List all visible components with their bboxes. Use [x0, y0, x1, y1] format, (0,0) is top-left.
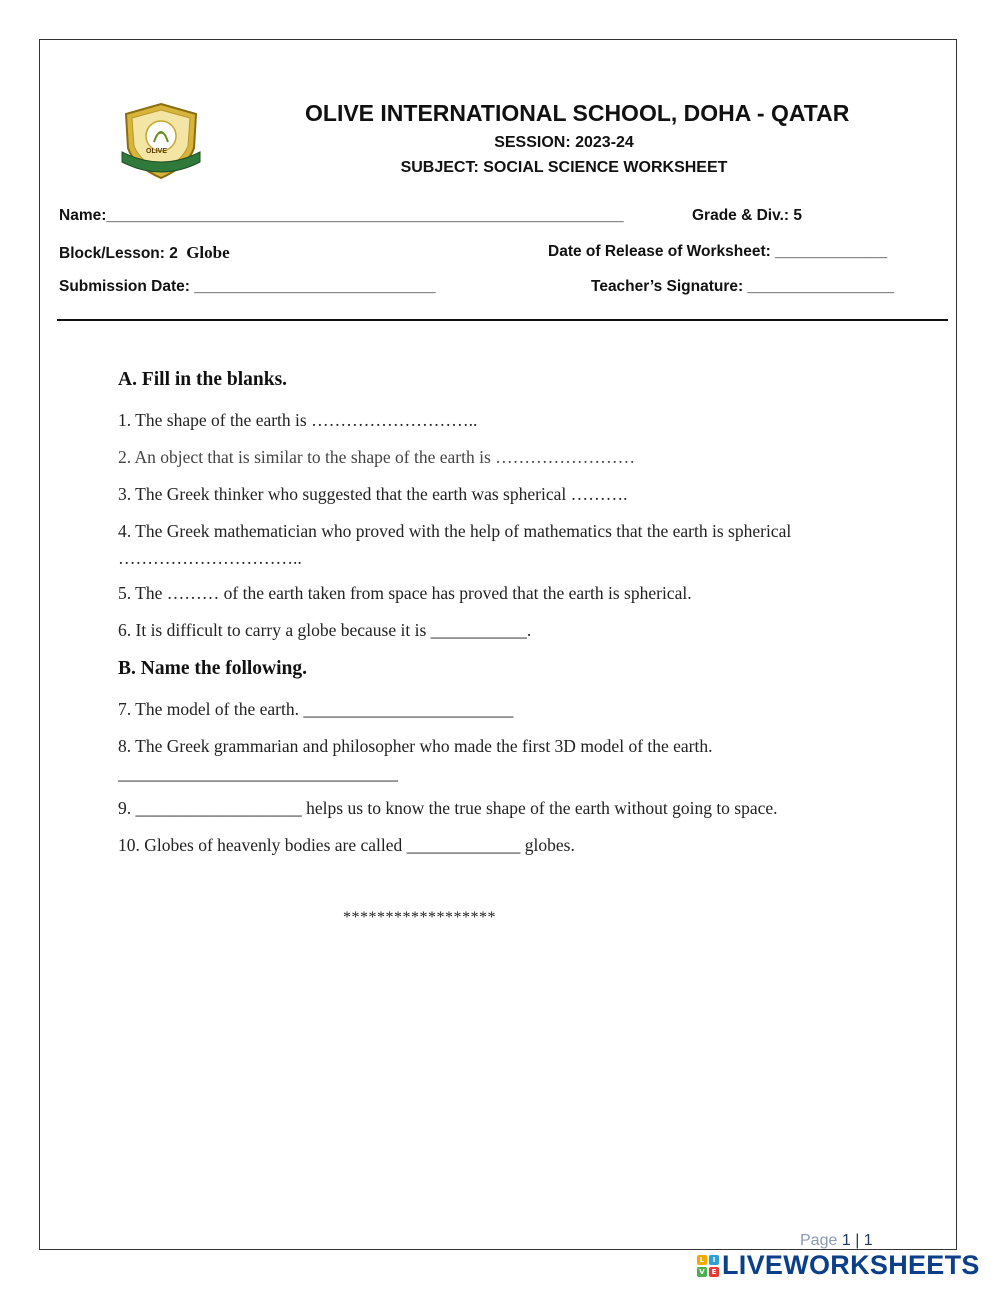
- page-separator: |: [855, 1232, 860, 1249]
- question-7[interactable]: 7. The model of the earth. ________________________: [118, 699, 514, 719]
- teacher-signature-field[interactable]: Teacher’s Signature: _________________: [591, 278, 895, 295]
- liveworksheets-brand[interactable]: [697, 1252, 980, 1279]
- page-label: Page: [800, 1232, 838, 1249]
- end-marker: ******************: [343, 909, 496, 926]
- section-b-heading: B. Name the following.: [118, 658, 308, 679]
- question-8[interactable]: 8. The Greek grammarian and philosopher who made the first 3D model of the earth.: [118, 736, 713, 756]
- logo-letter-l: L: [697, 1255, 707, 1265]
- question-3[interactable]: 3. The Greek thinker who suggested that the earth was spherical ……….: [118, 484, 628, 504]
- lesson-title: Globe: [186, 243, 230, 262]
- section-a-heading: A. Fill in the blanks.: [118, 369, 288, 390]
- page-current: 1: [841, 1232, 851, 1249]
- school-name: OLIVE INTERNATIONAL SCHOOL, DOHA - QATAR: [305, 100, 850, 126]
- block-lesson-field: [59, 243, 230, 263]
- page-number: [800, 1232, 873, 1250]
- logo-letter-i: I: [709, 1255, 719, 1265]
- release-date-field[interactable]: Date of Release of Worksheet: _____________: [548, 243, 888, 260]
- liveworksheets-logo-icon: [697, 1255, 719, 1277]
- question-1[interactable]: 1. The shape of the earth is ………………………..: [118, 410, 478, 430]
- page-total: 1: [863, 1232, 873, 1249]
- header-divider: [57, 319, 948, 321]
- grade-field: Grade & Div.: 5: [692, 207, 802, 224]
- logo-letter-e: E: [709, 1267, 719, 1277]
- submission-date-field[interactable]: Submission Date: ____________________________: [59, 278, 436, 295]
- question-2[interactable]: 2. An object that is similar to the shape of the earth is ……………………: [118, 447, 636, 467]
- block-lesson-label: Block/Lesson: 2: [59, 245, 178, 262]
- question-9[interactable]: 9. ___________________ helps us to know the true shape of the earth without going to space.: [118, 798, 778, 818]
- question-6[interactable]: 6. It is difficult to carry a globe because it is ___________.: [118, 620, 532, 640]
- question-5[interactable]: 5. The ……… of the earth taken from space has proved that the earth is spherical.: [118, 583, 692, 603]
- question-10[interactable]: 10. Globes of heavenly bodies are called _____________ globes.: [118, 835, 575, 855]
- question-8-blank[interactable]: ________________________________: [118, 763, 398, 783]
- name-field[interactable]: Name:____________________________________________________________: [59, 207, 624, 224]
- logo-text: OLIVE: [146, 148, 168, 155]
- liveworksheets-wordmark: LIVEWORKSHEETS: [722, 1250, 980, 1280]
- logo-letter-v: V: [697, 1267, 707, 1277]
- question-4[interactable]: 4. The Greek mathematician who proved with the help of mathematics that the earth is spherical: [118, 521, 792, 541]
- question-4-blank[interactable]: …………………………..: [118, 548, 302, 568]
- subject: SUBJECT: SOCIAL SCIENCE WORKSHEET: [400, 159, 728, 176]
- session: SESSION: 2023-24: [494, 134, 634, 151]
